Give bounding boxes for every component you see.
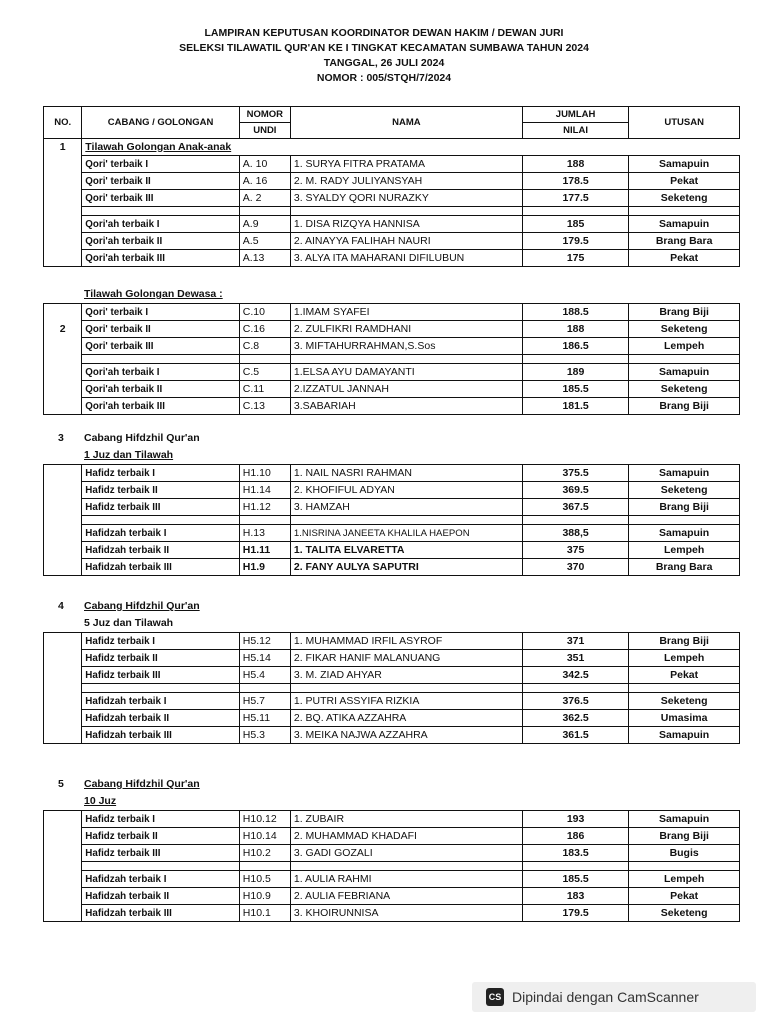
nama-cell: 2. AULIA FEBRIANA	[290, 888, 522, 905]
utusan-cell: Samapuin	[629, 156, 740, 173]
undi-cell: A.5	[239, 233, 290, 250]
table-row	[44, 525, 740, 542]
nama-cell: 3. MEIKA NAJWA AZZAHRA	[290, 727, 522, 744]
table-row	[44, 250, 740, 267]
undi-cell: A.13	[239, 250, 290, 267]
nama-cell: 1. DISA RIZQYA HANNISA	[290, 216, 522, 233]
utusan-cell: Lempeh	[629, 338, 740, 355]
table-row	[44, 173, 740, 190]
table-row	[44, 905, 740, 922]
table-row	[44, 499, 740, 516]
undi-cell: H5.7	[239, 693, 290, 710]
undi-cell: H1.9	[239, 559, 290, 576]
undi-cell: H10.2	[239, 845, 290, 862]
utusan-cell: Samapuin	[629, 525, 740, 542]
nilai-cell: 375.5	[522, 465, 628, 482]
undi-cell: H5.3	[239, 727, 290, 744]
utusan-cell: Brang Bara	[629, 559, 740, 576]
table-row	[44, 811, 740, 828]
nama-cell: 1. NAIL NASRI RAHMAN	[290, 465, 522, 482]
section-number: 4	[58, 600, 64, 612]
utusan-cell: Seketeng	[629, 482, 740, 499]
header-line-1: LAMPIRAN KEPUTUSAN KOORDINATOR DEWAN HAKIM / DEWAN JURI	[204, 27, 564, 39]
cabang-cell: Hafidzah terbaik I	[82, 871, 240, 888]
utusan-cell: Seketeng	[629, 693, 740, 710]
nilai-cell: 179.5	[522, 233, 628, 250]
section-subtitle: 1 Juz dan Tilawah	[84, 449, 174, 461]
results-table-4	[43, 632, 740, 744]
section-title: Tilawah Golongan Dewasa :	[84, 288, 223, 300]
nama-cell: 2. ZULFIKRI RAMDHANI	[290, 321, 522, 338]
undi-cell: H1.11	[239, 542, 290, 559]
cabang-cell: Hafidz terbaik II	[82, 482, 240, 499]
section-subtitle: 5 Juz dan Tilawah	[84, 617, 174, 629]
nilai-cell: 179.5	[522, 905, 628, 922]
section-number: 3	[58, 432, 64, 444]
camscanner-watermark	[472, 982, 756, 1012]
cabang-cell: Hafidzah terbaik I	[82, 525, 240, 542]
utusan-cell: Bugis	[629, 845, 740, 862]
nama-cell: 2. BQ. ATIKA AZZAHRA	[290, 710, 522, 727]
section-number: 5	[58, 778, 64, 790]
utusan-cell: Lempeh	[629, 542, 740, 559]
undi-cell: C.10	[239, 304, 290, 321]
cabang-cell: Qori' terbaik III	[82, 190, 240, 207]
nama-cell: 3. MIFTAHURRAHMAN,S.Sos	[290, 338, 522, 355]
spacer-row	[44, 355, 740, 364]
nilai-cell: 188.5	[522, 304, 628, 321]
cabang-cell: Hafidz terbaik III	[82, 845, 240, 862]
undi-cell: H10.14	[239, 828, 290, 845]
cabang-cell: Hafidz terbaik III	[82, 499, 240, 516]
utusan-cell: Samapuin	[629, 216, 740, 233]
nilai-cell: 342.5	[522, 667, 628, 684]
nama-cell: 3. SYALDY QORI NURAZKY	[290, 190, 522, 207]
nilai-cell: 362.5	[522, 710, 628, 727]
nama-cell: 3. KHOIRUNNISA	[290, 905, 522, 922]
cabang-cell: Qori'ah terbaik III	[82, 398, 240, 415]
table-row	[44, 304, 740, 321]
undi-cell: C.11	[239, 381, 290, 398]
section-title: Tilawah Golongan Anak-anak	[82, 139, 523, 156]
utusan-cell: Samapuin	[629, 811, 740, 828]
spacer-row	[44, 862, 740, 871]
table-row	[44, 727, 740, 744]
cabang-cell: Hafidzah terbaik II	[82, 542, 240, 559]
section-title-row	[44, 139, 740, 156]
cabang-cell: Hafidz terbaik III	[82, 667, 240, 684]
undi-cell: A.9	[239, 216, 290, 233]
nama-cell: 3.SABARIAH	[290, 398, 522, 415]
nama-cell: 2. AINAYYA FALIHAH NAURI	[290, 233, 522, 250]
nama-cell: 2. FIKAR HANIF MALANUANG	[290, 650, 522, 667]
undi-cell: C.13	[239, 398, 290, 415]
table-row	[44, 216, 740, 233]
cabang-cell: Qori'ah terbaik I	[82, 364, 240, 381]
nilai-cell: 186.5	[522, 338, 628, 355]
header-line-4: NOMOR : 005/STQH/7/2024	[316, 72, 452, 84]
header-line-3: TANGGAL, 26 JULI 2024	[323, 57, 445, 69]
nama-cell: 2. M. RADY JULIYANSYAH	[290, 173, 522, 190]
nilai-cell: 193	[522, 811, 628, 828]
nama-cell: 1.NISRINA JANEETA KHALILA HAEPON	[290, 525, 522, 542]
results-table-3	[43, 464, 740, 576]
table-row	[44, 888, 740, 905]
undi-cell: H5.11	[239, 710, 290, 727]
nilai-cell: 186	[522, 828, 628, 845]
results-table-2	[43, 303, 740, 415]
utusan-cell: Brang Biji	[629, 633, 740, 650]
utusan-cell: Seketeng	[629, 381, 740, 398]
nama-cell: 3. GADI GOZALI	[290, 845, 522, 862]
cabang-cell: Qori' terbaik I	[82, 304, 240, 321]
nilai-cell: 188	[522, 156, 628, 173]
nama-cell: 3. ALYA ITA MAHARANI DIFILUBUN	[290, 250, 522, 267]
undi-cell: H10.9	[239, 888, 290, 905]
cabang-cell: Hafidzah terbaik I	[82, 693, 240, 710]
nama-cell: 2.IZZATUL JANNAH	[290, 381, 522, 398]
nilai-cell: 370	[522, 559, 628, 576]
table-row	[44, 233, 740, 250]
utusan-cell: Umasima	[629, 710, 740, 727]
section-subtitle: 10 Juz	[84, 795, 117, 807]
cabang-cell: Hafidzah terbaik III	[82, 727, 240, 744]
nama-cell: 1.IMAM SYAFEI	[290, 304, 522, 321]
nama-cell: 1.ELSA AYU DAMAYANTI	[290, 364, 522, 381]
undi-cell: A. 16	[239, 173, 290, 190]
utusan-cell: Lempeh	[629, 871, 740, 888]
results-table-1	[43, 106, 740, 267]
nilai-cell: 361.5	[522, 727, 628, 744]
nilai-cell: 369.5	[522, 482, 628, 499]
undi-cell: A. 2	[239, 190, 290, 207]
utusan-cell: Brang Biji	[629, 499, 740, 516]
table-row	[44, 338, 740, 355]
cabang-cell: Hafidzah terbaik II	[82, 888, 240, 905]
utusan-cell: Lempeh	[629, 650, 740, 667]
undi-cell: H5.4	[239, 667, 290, 684]
nilai-cell: 178.5	[522, 173, 628, 190]
undi-cell: C.5	[239, 364, 290, 381]
nilai-cell: 351	[522, 650, 628, 667]
nilai-cell: 175	[522, 250, 628, 267]
utusan-cell: Brang Biji	[629, 828, 740, 845]
table-row	[44, 693, 740, 710]
nilai-cell: 177.5	[522, 190, 628, 207]
section-title: Cabang Hifdzhil Qur'an	[84, 600, 200, 612]
undi-cell: H10.1	[239, 905, 290, 922]
cabang-cell: Hafidz terbaik I	[82, 811, 240, 828]
undi-cell: H5.12	[239, 633, 290, 650]
cabang-cell: Hafidz terbaik I	[82, 465, 240, 482]
nilai-cell: 367.5	[522, 499, 628, 516]
nilai-cell: 388,5	[522, 525, 628, 542]
utusan-cell: Samapuin	[629, 364, 740, 381]
undi-cell: H1.14	[239, 482, 290, 499]
table-row	[44, 321, 740, 338]
utusan-cell: Seketeng	[629, 321, 740, 338]
table-row	[44, 633, 740, 650]
nama-cell: 3. HAMZAH	[290, 499, 522, 516]
utusan-cell: Brang Bara	[629, 233, 740, 250]
nama-cell: 1. ZUBAIR	[290, 811, 522, 828]
cabang-cell: Qori'ah terbaik I	[82, 216, 240, 233]
spacer-row	[44, 684, 740, 693]
col-nilai: NILAI	[522, 123, 628, 139]
undi-cell: A. 10	[239, 156, 290, 173]
cabang-cell: Hafidz terbaik II	[82, 650, 240, 667]
nama-cell: 3. M. ZIAD AHYAR	[290, 667, 522, 684]
utusan-cell: Pekat	[629, 667, 740, 684]
cabang-cell: Hafidz terbaik II	[82, 828, 240, 845]
nilai-cell: 371	[522, 633, 628, 650]
spacer-row	[44, 207, 740, 216]
utusan-cell: Brang Biji	[629, 304, 740, 321]
nama-cell: 2. MUHAMMAD KHADAFI	[290, 828, 522, 845]
table-row	[44, 871, 740, 888]
nama-cell: 1. AULIA RAHMI	[290, 871, 522, 888]
cabang-cell: Qori' terbaik II	[82, 173, 240, 190]
table-row	[44, 710, 740, 727]
cabang-cell: Hafidz terbaik I	[82, 633, 240, 650]
cabang-cell: Hafidzah terbaik III	[82, 905, 240, 922]
table-row	[44, 190, 740, 207]
section-title: Cabang Hifdzhil Qur'an	[84, 432, 200, 444]
cabang-cell: Qori' terbaik II	[82, 321, 240, 338]
section-number: 2	[44, 321, 82, 338]
utusan-cell: Pekat	[629, 888, 740, 905]
section-number: 1	[44, 139, 82, 156]
nilai-cell: 189	[522, 364, 628, 381]
section-title: Cabang Hifdzhil Qur'an	[84, 778, 200, 790]
table-row	[44, 667, 740, 684]
table-row	[44, 650, 740, 667]
cabang-cell: Qori'ah terbaik II	[82, 233, 240, 250]
camscanner-text: Dipindai dengan CamScanner	[512, 989, 699, 1005]
undi-cell: H1.12	[239, 499, 290, 516]
results-table-5	[43, 810, 740, 922]
cabang-cell: Hafidzah terbaik II	[82, 710, 240, 727]
cabang-cell: Qori' terbaik I	[82, 156, 240, 173]
col-cabang: CABANG / GOLONGAN	[82, 107, 240, 139]
utusan-cell: Seketeng	[629, 905, 740, 922]
utusan-cell: Seketeng	[629, 190, 740, 207]
table-row	[44, 381, 740, 398]
nilai-cell: 181.5	[522, 398, 628, 415]
header-line-2: SELEKSI TILAWATIL QUR'AN KE I TINGKAT KECAMATAN SUMBAWA TAHUN 2024	[179, 42, 589, 54]
spacer-row	[44, 516, 740, 525]
nama-cell: 1. SURYA FITRA PRATAMA	[290, 156, 522, 173]
nilai-cell: 375	[522, 542, 628, 559]
utusan-cell: Pekat	[629, 173, 740, 190]
nama-cell: 1. PUTRI ASSYIFA RIZKIA	[290, 693, 522, 710]
undi-cell: H10.12	[239, 811, 290, 828]
table-row	[44, 559, 740, 576]
table-row	[44, 156, 740, 173]
utusan-cell: Pekat	[629, 250, 740, 267]
table-row	[44, 542, 740, 559]
table-header-row	[44, 107, 740, 123]
nilai-cell: 185.5	[522, 381, 628, 398]
cabang-cell: Qori'ah terbaik III	[82, 250, 240, 267]
undi-cell: C.16	[239, 321, 290, 338]
undi-cell: H.13	[239, 525, 290, 542]
undi-cell: H5.14	[239, 650, 290, 667]
col-nomor: NOMOR	[239, 107, 290, 123]
col-no: NO.	[44, 107, 82, 139]
col-nama: NAMA	[290, 107, 522, 139]
col-undi: UNDI	[239, 123, 290, 139]
table-row	[44, 482, 740, 499]
nilai-cell: 188	[522, 321, 628, 338]
nama-cell: 2. KHOFIFUL ADYAN	[290, 482, 522, 499]
nilai-cell: 183.5	[522, 845, 628, 862]
nama-cell: 1. TALITA ELVARETTA	[290, 542, 522, 559]
nama-cell: 2. FANY AULYA SAPUTRI	[290, 559, 522, 576]
undi-cell: H1.10	[239, 465, 290, 482]
col-jumlah: JUMLAH	[522, 107, 628, 123]
nama-cell: 1. MUHAMMAD IRFIL ASYROF	[290, 633, 522, 650]
undi-cell: H10.5	[239, 871, 290, 888]
camscanner-icon: CS	[486, 988, 504, 1006]
undi-cell: C.8	[239, 338, 290, 355]
nilai-cell: 185	[522, 216, 628, 233]
utusan-cell: Samapuin	[629, 465, 740, 482]
table-row	[44, 845, 740, 862]
nilai-cell: 183	[522, 888, 628, 905]
utusan-cell: Brang Biji	[629, 398, 740, 415]
col-utusan: UTUSAN	[629, 107, 740, 139]
utusan-cell: Samapuin	[629, 727, 740, 744]
table-row	[44, 465, 740, 482]
nilai-cell: 185.5	[522, 871, 628, 888]
cabang-cell: Qori'ah terbaik II	[82, 381, 240, 398]
document-header	[0, 26, 768, 86]
table-row	[44, 364, 740, 381]
cabang-cell: Hafidzah terbaik III	[82, 559, 240, 576]
table-row	[44, 828, 740, 845]
table-row	[44, 398, 740, 415]
nilai-cell: 376.5	[522, 693, 628, 710]
cabang-cell: Qori' terbaik III	[82, 338, 240, 355]
